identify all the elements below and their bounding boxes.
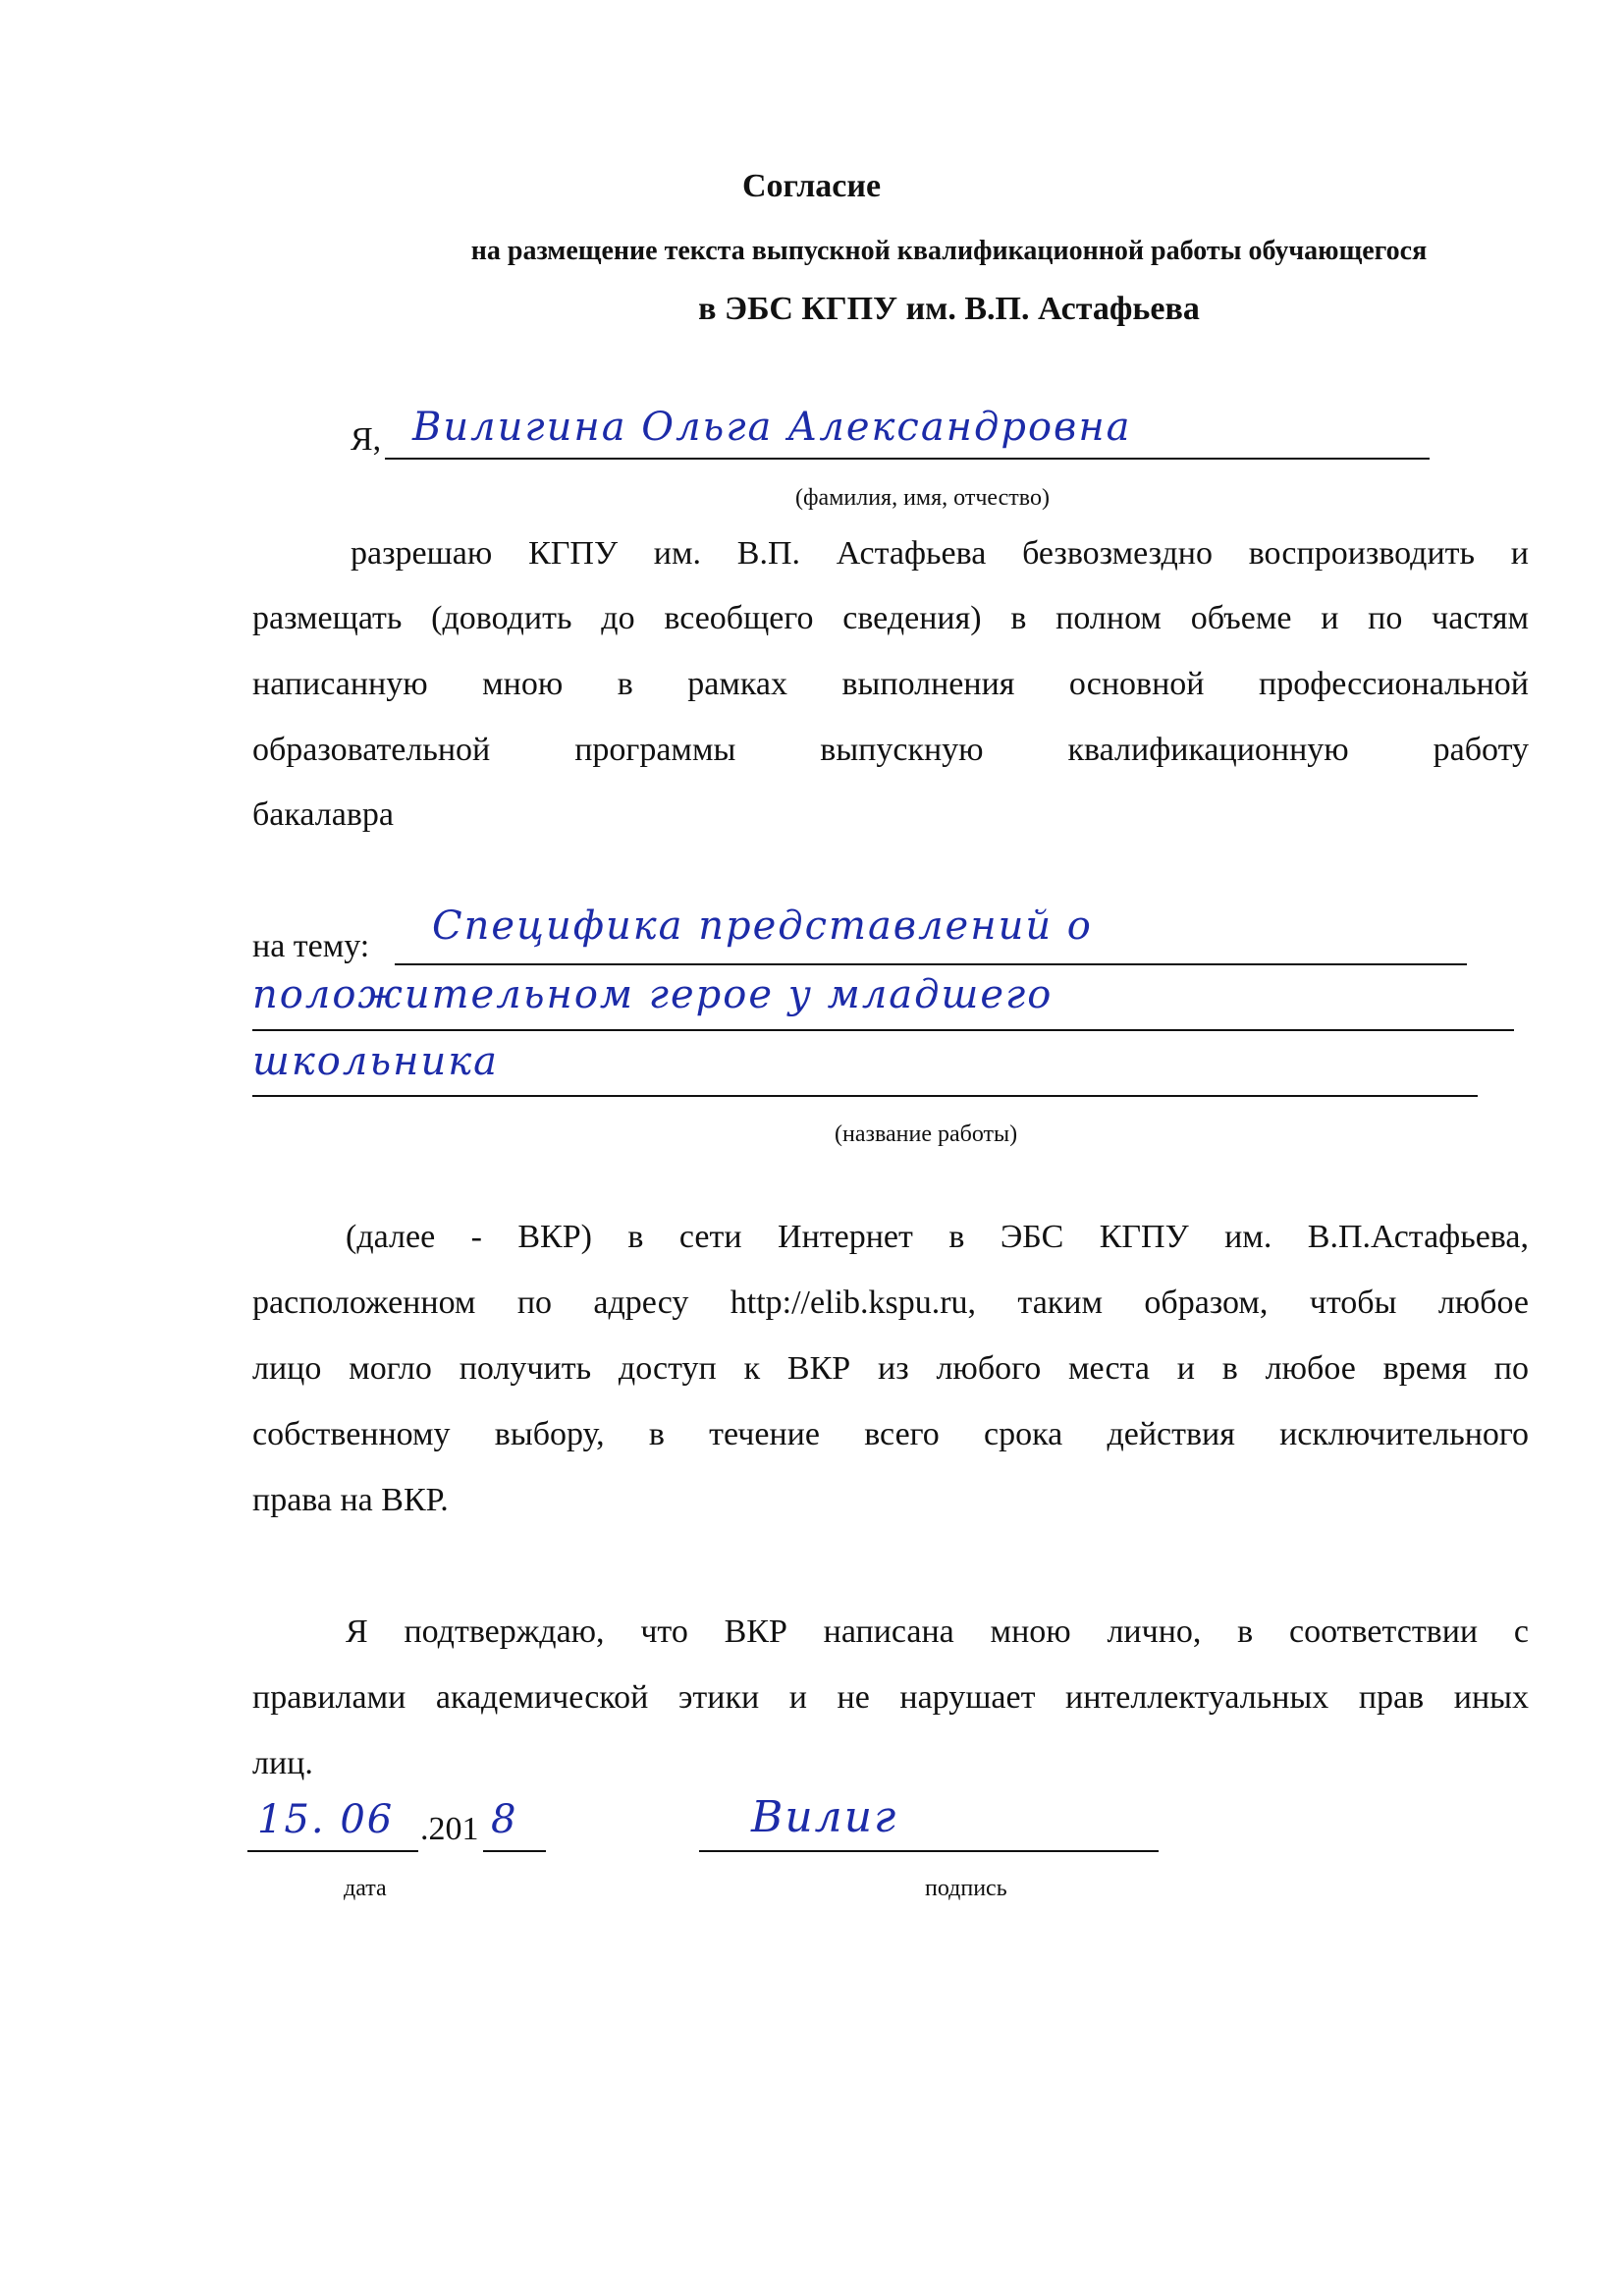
- signature: Вилиг: [751, 1792, 898, 1842]
- para1-line: бакалавра: [252, 796, 394, 833]
- topic-label: на тему:: [252, 928, 370, 964]
- para3-line: правилами академической этики и не нарушает интеллектуальных прав иных: [252, 1679, 1529, 1716]
- para2-line: (далее - ВКР) в сети Интернет в ЭБС КГПУ им. В.П.Астафьева,: [346, 1219, 1529, 1255]
- para2-line: собственному выбору, в течение всего срока действия исключительного: [252, 1416, 1529, 1452]
- topic-underline: [252, 1029, 1514, 1031]
- document-subtitle-2: в ЭБС КГПУ им. В.П. Астафьева: [698, 291, 1200, 327]
- year-prefix: .201: [420, 1811, 479, 1847]
- name-caption: (фамилия, имя, отчество): [795, 485, 1050, 511]
- para3-line: лиц.: [252, 1745, 313, 1781]
- para3-line: Я подтверждаю, что ВКР написана мною лично, в соответствии с: [346, 1613, 1529, 1650]
- date-underline: [247, 1850, 418, 1852]
- para1-line: размещать (доводить до всеобщего сведения) в полном объеме и по частям: [252, 600, 1529, 636]
- para2-line: расположенном по адресу http://elib.kspu.ru, таким образом, чтобы любое: [252, 1285, 1529, 1321]
- topic-underline: [252, 1095, 1478, 1097]
- i-label: Я,: [351, 421, 382, 458]
- name-handwritten: Вилигина Ольга Александровна: [412, 405, 1132, 450]
- date-caption: дата: [344, 1876, 387, 1901]
- topic-handwritten-line: школьника: [252, 1039, 499, 1084]
- year-digit-handwritten: 8: [491, 1797, 518, 1842]
- para2-line: права на ВКР.: [252, 1482, 449, 1518]
- topic-handwritten-line: положительном герое у младшего: [252, 972, 1054, 1017]
- date-handwritten: 15. 06: [257, 1797, 395, 1842]
- topic-handwritten-line: Специфика представлений о: [432, 903, 1093, 949]
- para1-line: образовательной программы выпускную квалификационную работу: [252, 732, 1529, 768]
- year-underline: [483, 1850, 546, 1852]
- document-subtitle: на размещение текста выпускной квалификационной работы обучающегося: [470, 236, 1428, 266]
- topic-caption: (название работы): [835, 1121, 1018, 1147]
- signature-underline: [699, 1850, 1159, 1852]
- topic-underline: [395, 963, 1467, 965]
- name-underline: [385, 458, 1430, 460]
- para1-line: написанную мною в рамках выполнения основной профессиональной: [252, 666, 1529, 702]
- signature-caption: подпись: [925, 1876, 1007, 1901]
- para2-line: лицо могло получить доступ к ВКР из любого места и в любое время по: [252, 1350, 1529, 1387]
- document-title: Согласие: [741, 168, 882, 204]
- para1-line: разрешаю КГПУ им. В.П. Астафьева безвозмездно воспроизводить и: [351, 535, 1529, 572]
